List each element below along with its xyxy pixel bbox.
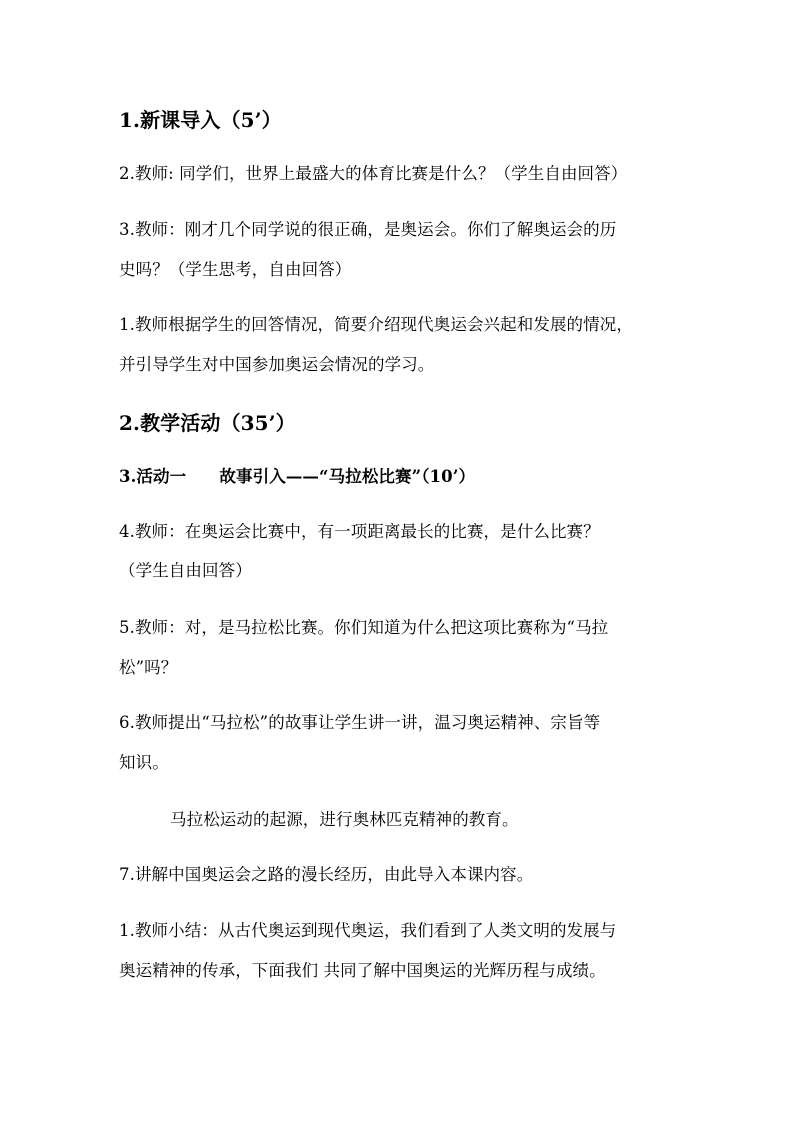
paragraph-line: 知识。	[119, 753, 169, 772]
paragraph-line: 1.教师根据学生的回答情况，简要介绍现代奥运会兴起和发展的情况，	[119, 315, 633, 334]
paragraph-line: 3.教师：刚才几个同学说的很正确，是奥运会。你们了解奥运会的历	[119, 220, 617, 239]
paragraph-line: （学生自由回答）	[119, 561, 252, 580]
paragraph-line: 4.教师：在奥运会比赛中，有一项距离最长的比赛，是什么比赛？	[119, 522, 600, 541]
paragraph-line: 史吗？（学生思考，自由回答）	[119, 260, 352, 279]
paragraph-line: 松”吗？	[119, 658, 178, 677]
paragraph-line: 1.教师小结：从古代奥运到现代奥运，我们看到了人类文明的发展与	[119, 921, 617, 940]
paragraph-line: 奥运精神的传承，下面我们 共同了解中国奥运的光辉历程与成绩。	[119, 961, 606, 980]
paragraph-line: 5.教师：对，是马拉松比赛。你们知道为什么把这项比赛称为“马拉	[119, 618, 609, 637]
paragraph-line: 并引导学生对中国参加奥运会情况的学习。	[119, 355, 435, 374]
paragraph-line: 6.教师提出“马拉松”的故事让学生讲一讲，温习奥运精神、宗旨等	[119, 713, 601, 732]
indented-paragraph-line: 马拉松运动的起源，进行奥林匹克精神的教育。	[170, 810, 519, 829]
section-heading-activities: 2.教学活动（35’）	[119, 411, 296, 435]
paragraph-line: 7.讲解中国奥运会之路的漫长经历，由此导入本课内容。	[119, 865, 534, 884]
paragraph-line: 2.教师: 同学们，世界上最盛大的体育比赛是什么？（学生自由回答）	[119, 164, 628, 183]
activity-heading: 3.活动一 故事引入——“马拉松比赛”（10’）	[119, 467, 476, 486]
section-heading-intro: 1.新课导入（5’）	[119, 108, 282, 132]
